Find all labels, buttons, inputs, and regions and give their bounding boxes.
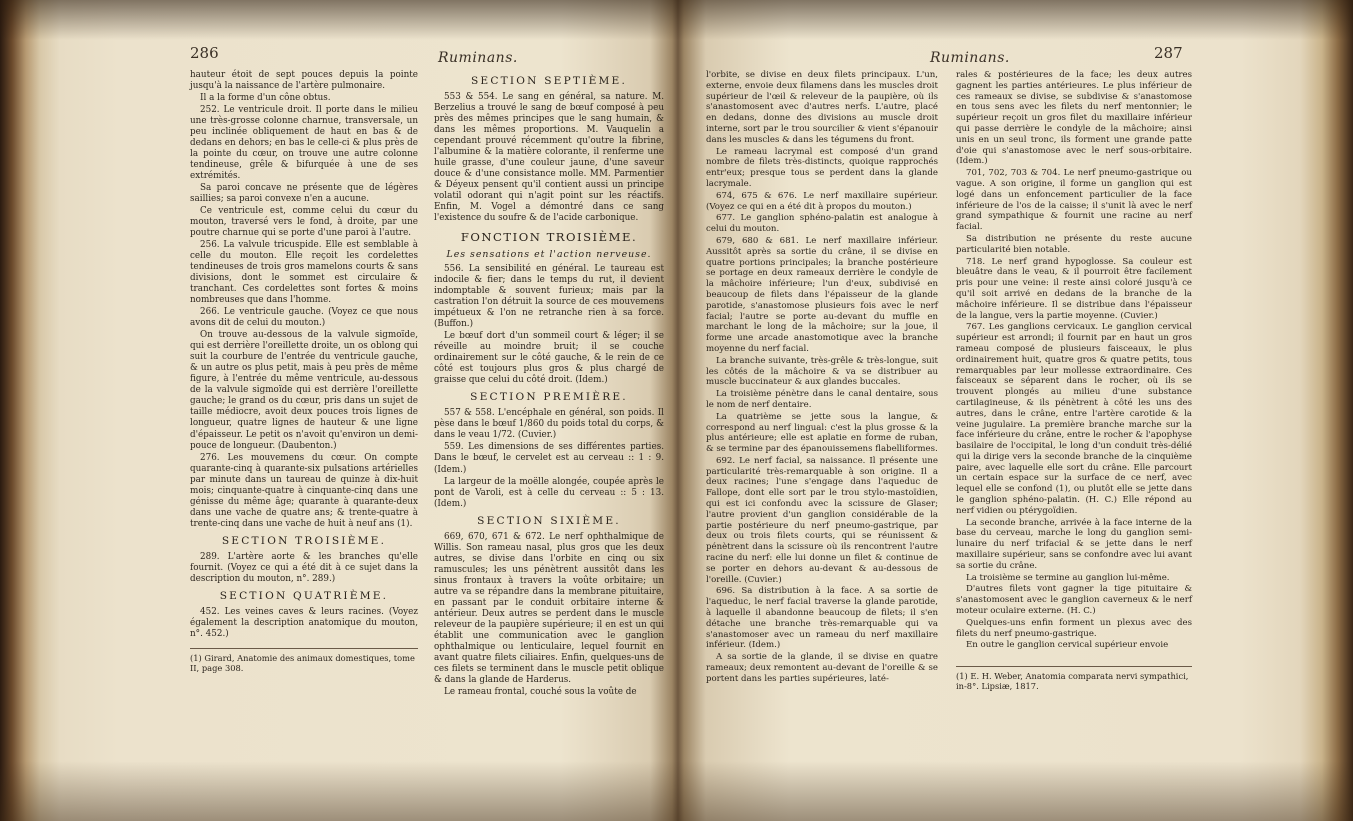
section-heading: FONCTION TROISIÈME.	[460, 230, 638, 245]
page-number: 287	[1154, 44, 1183, 62]
paragraph: 701, 702, 703 & 704. Le nerf pneumo-gastrique ou vague. A son origine, il forme un ganglion qui est logé dans un enfoncement particulier de la face inférieure de l'os de la caisse; il s'unit là avec le nerf grand sympathique & fournit une racine au nerf facial.	[956, 168, 1192, 233]
right-column-1	[706, 70, 938, 686]
paragraph: 553 & 554. Le sang en général, sa nature. M. Berzelius a trouvé le sang de bœuf composé à peu près des mêmes principes que le sang humain, & dans les mêmes proportions. M. Vauquelin a cependant prouvé récemment qu'outre la fibrine, l'albumine & la matière colorante, il renferme une huile grasse, d'une couleur jaune, d'une saveur douce & d'une consistance molle. MM. Parmentier & Déyeux pensent qu'il contient aussi un principe volatil odorant qui n'agit point sur les réactifs. Enfin, M. Vogel a démontré dans ce sang l'existence du soufre & de l'acide carbonique.	[434, 92, 664, 224]
running-title: Ruminans.	[438, 50, 518, 66]
section-heading: SECTION SEPTIÈME.	[470, 75, 628, 87]
paragraph: Quelques-uns enfin forment un plexus avec des filets du nerf pneumo-gastrique.	[956, 617, 1192, 639]
paragraph: 252. Le ventricule droit. Il porte dans le milieu une très-grosse colonne charnue, transversale, un peu inclinée obliquement de haut en bas & de dedans en dehors; en bas le celle-ci & plus près de la pointe du cœur, on trouve une autre colonne tendineuse, grêle & bifurquée à une de ses extrémités.	[190, 105, 418, 182]
paragraph: Sa paroi concave ne présente que de légères saillies; sa paroi convexe n'en a aucune.	[190, 183, 418, 205]
left-page	[190, 0, 666, 821]
paragraph: Le bœuf dort d'un sommeil court & léger; il se réveille au moindre bruit; il se couche ordinairement sur le côté gauche, & le rein de ce côté est toujours plus gros & plus chargé de graisse que celui du côté droit. (Idem.)	[434, 331, 664, 386]
paragraph: 679, 680 & 681. Le nerf maxillaire inférieur. Aussitôt après sa sortie du crâne, il se divise en quatre portions principales; la branche postérieure se portage en deux rameaux derrière le condyle de la mâchoire inférieure; l'un d'eux, subdivisé en beaucoup de filets dans l'épaisseur de la glande parotide, s'anastomose plusieurs fois avec le nerf facial; l'autre se porte au-devant du muffle en marchant le long de la mâchoire; sur la joue, il forme une arcade anastomotique avec la branche moyenne du nerf facial.	[706, 235, 938, 354]
paragraph: La branche suivante, très-grêle & très-longue, suit les côtés de la mâchoire & va se distribuer au muscle buccinateur & aux glandes buccales.	[706, 355, 938, 388]
right-column-2	[956, 70, 1192, 652]
paragraph: 266. Le ventricule gauche. (Voyez ce que nous avons dit de celui du mouton.)	[190, 307, 418, 329]
paragraph: 696. Sa distribution à la face. A sa sortie de l'aqueduc, le nerf facial traverse la glande parotide, à laquelle il abandonne beaucoup de filets; il s'en détache une branche très-remarquable qui va s'anastomoser avec un rameau du nerf maxillaire inférieur. (Idem.)	[706, 586, 938, 651]
paragraph: On trouve au-dessous de la valvule sigmoïde, qui est derrière l'oreillette droite, un os oblong qui suit la courbure de l'entrée du ventricule gauche, & un autre os plus petit, mais à peu près de même figure, à l'entrée du même ventricule, au-dessous de la valvule sigmoïde qui est derrière l'oreillette gauche; le grand os du cœur, pris dans un sujet de taille médiocre, avoit deux pouces trois lignes de longueur, quatre lignes de hauteur & une ligne d'épaisseur. Le petit os n'avoit qu'environ un demi-pouce de longueur. (Daubenton.)	[190, 330, 418, 451]
paragraph: La largeur de la moëlle alongée, coupée après le pont de Varoli, est à celle du cerveau :: 5 : 13. (Idem.)	[434, 476, 664, 509]
paragraph: 559. Les dimensions de ses différentes parties. Dans le bœuf, le cervelet est au cerveau :: 1 : 9. (Idem.)	[434, 442, 664, 475]
paragraph: D'autres filets vont gagner la tige pituitaire & s'anastomosent avec le ganglion caverneux & le nerf moteur oculaire externe. (H. C.)	[956, 584, 1192, 617]
section-heading: SECTION QUATRIÈME.	[219, 589, 389, 602]
paragraph: rales & postérieures de la face; les deux autres gagnent les parties antérieures. Le plus inférieur de ces rameaux se divise, se subdivise & s'anastomose en tous sens avec les filets du nerf mentonnier; le supérieur reçoit un gros filet du maxillaire inférieur qui passe derrière le condyle de la mâchoire; ainsi unis en un seul tronc, ils forment une grande patte d'oie qui s'anastomose avec le nerf sous-orbitaire. (Idem.)	[956, 70, 1192, 167]
section-heading: Les sensations et l'action nerveuse.	[446, 249, 652, 261]
section-heading: SECTION TROISIÈME.	[221, 534, 387, 547]
paragraph: 674, 675 & 676. Le nerf maxillaire supérieur. (Voyez ce qui en a été dit à propos du mouton.)	[706, 190, 938, 212]
paragraph: hauteur étoit de sept pouces depuis la pointe jusqu'à la naissance de l'artère pulmonaire.	[190, 70, 418, 92]
paragraph: 556. La sensibilité en général. Le taureau est indocile & fier; dans le temps du rut, il devient indomptable & souvent furieux; mais par la castration l'on détruit la source de ces mouvemens impétueux & l'on ne retranche rien à sa force. (Buffon.)	[434, 264, 664, 330]
paragraph: 767. Les ganglions cervicaux. Le ganglion cervical supérieur est arrondi; il fournit par en haut un gros rameau composé de plusieurs faisceaux, le plus ordinairement huit, quatre gros & quatre petits, tous remarquables par leur mollesse extraordinaire. Ces faisceaux se séparent dans le rocher, où ils se trouvent plongés au milieu d'une substance cartilagineuse, & ils pénètrent à côté les uns des autres, dans le crâne, entre l'artère carotide & la veine jugulaire. La première branche marche sur la face inférieure du crâne, entre le rocher & l'apophyse basilaire de l'occipital, le long d'un conduit très-délié qui la dirige vers la seconde branche de la cinquième paire, avec laquelle elle sort du crâne. Elle parcourt un certain espace sur la surface de ce nerf, avec lequel elle se confond (1), ou plutôt elle se jette dans le ganglion sphéno-palatin. (H. C.) Elle répond au nerf vidien ou ptérygoïdien.	[956, 322, 1192, 516]
left-column-2	[434, 70, 664, 699]
section-heading: SECTION PREMIÈRE.	[470, 391, 628, 404]
paragraph: 557 & 558. L'encéphale en général, son poids. Il pèse dans le bœuf 1/860 du poids total du corps, & dans le veau 1/72. (Cuvier.)	[434, 408, 664, 441]
footnote: (1) E. H. Weber, Anatomia comparata nervi sympathici, in-8°. Lipsiæ, 1817.	[956, 666, 1192, 691]
paragraph: 669, 670, 671 & 672. Le nerf ophthalmique de Willis. Son rameau nasal, plus gros que les deux autres, se divise dans l'orbite en cinq ou six ramuscules; les uns pénètrent aussitôt dans les sinus frontaux à travers la voûte orbitaire; un autre va se répandre dans la membrane pituitaire, en passant par le conduit orbitaire interne & antérieur. Deux autres se perdent dans le muscle releveur de la paupière supérieure; il en est un qui établit une communication avec le ganglion ophthalmique ou lenticulaire, lequel fournit en avant quatre filets ciliaires. Enfin, quelques-uns de ces filets se terminent dans le muscle petit oblique & dans la glande de Harderus.	[434, 531, 664, 685]
paragraph: Le rameau frontal, couché sous la voûte de	[444, 686, 637, 697]
paragraph: 289. L'artère aorte & les branches qu'elle fournit. (Voyez ce qui a été dit à ce sujet dans la description du mouton, n°. 289.)	[190, 551, 418, 584]
paragraph: 452. Les veines caves & leurs racines. (Voyez également la description anatomique du mouton, n°. 452.)	[190, 606, 418, 639]
paragraph: La quatrième se jette sous la langue, & correspond au nerf lingual: c'est la plus grosse & la plus antérieure; elle est aplatie en forme de ruban, & se termine par des épanouissemens flabelliformes.	[706, 411, 938, 455]
paragraph: 692. Le nerf facial, sa naissance. Il présente une particularité très-remarquable à son origine. Il a deux racines; l'une s'engage dans l'aqueduc de Fallope, dont elle sort par le trou stylo-mastoïdien, qui est ici confondu avec la scissure de Glaser; l'autre provient d'un ganglion considérable de la partie postérieure du nerf pneumo-gastrique, par deux ou trois filets courts, qui se réunissent & pénètrent dans la scissure où ils rencontrent l'autre racine du nerf: elle lui donne un filet & continue de se porter en dehors au-devant & au-dessous de l'oreille. (Cuvier.)	[706, 455, 938, 585]
paragraph: En outre le ganglion cervical supérieur envoie	[966, 640, 1169, 651]
paragraph: 256. La valvule tricuspide. Elle est semblable à celle du mouton. Elle reçoit les cordelettes tendineuses de trois gros mamelons courts & sans divisions, dont le sommet est circulaire & tranchant. Ces cordelettes sont fortes & moins nombreuses que dans l'homme.	[190, 240, 418, 306]
left-column-1	[190, 70, 418, 641]
paragraph: Le rameau lacrymal est composé d'un grand nombre de filets très-distincts, quoique rapprochés entr'eux; presque tous se perdent dans la glande lacrymale.	[706, 146, 938, 189]
paragraph: La troisième pénètre dans le canal dentaire, sous le nom de nerf dentaire.	[706, 389, 938, 410]
paragraph: 276. Les mouvemens du cœur. On compte quarante-cinq à quarante-six pulsations artérielles par minute dans un taureau de quinze à dix-huit mois; cinquante-quatre à cinquante-cinq dans une génisse du même âge; quarante à quarante-deux dans une vache de quatre ans; & trente-quatre à trente-cinq dans une vache de huit à neuf ans (1).	[190, 452, 418, 529]
running-title: Ruminans.	[930, 50, 1010, 66]
paragraph: l'orbite, se divise en deux filets principaux. L'un, externe, envoie deux filamens dans les muscles droit supérieur de l'œil & releveur de la paupière, où ils s'anastomosent avec d'autres nerfs. L'autre, placé en dedans, donne des divisions au muscle droit interne, sort par le trou sourcilier & vient s'épanouir dans les muscles & dans les tégumens du front.	[706, 70, 938, 145]
section-heading: SECTION SIXIÈME.	[477, 514, 621, 527]
paragraph: 718. Le nerf grand hypoglosse. Sa couleur est bleuâtre dans le veau, & il pourroit être facilement pris pour une veine: il reste ainsi coloré jusqu'à ce qu'il soit arrivé en dedans de la branche de la mâchoire inférieure. Il se distribue dans l'épaisseur de la langue, vers la partie moyenne. (Cuvier.)	[956, 256, 1192, 321]
paragraph: Sa distribution ne présente du reste aucune particularité bien notable.	[956, 233, 1192, 255]
paragraph: La troisième se termine au ganglion lui-même.	[966, 572, 1170, 583]
paragraph: Ce ventricule est, comme celui du cœur du mouton, traversé vers le fond, à droite, par une poutre charnue qui se porte d'une paroi à l'autre.	[190, 206, 418, 239]
right-page	[706, 0, 1206, 821]
paragraph: La seconde branche, arrivée à la face interne de la base du cerveau, marche le long du ganglion semi-lunaire du nerf trifacial & se jette dans le nerf maxillaire supérieur, sans se confondre avec lui avant sa sortie du crâne.	[956, 517, 1192, 571]
paragraph: Il a la forme d'un cône obtus.	[200, 93, 331, 104]
footnote: (1) Girard, Anatomie des animaux domestiques, tome II, page 308.	[190, 648, 418, 673]
page-number: 286	[190, 44, 219, 62]
paragraph: A sa sortie de la glande, il se divise en quatre rameaux; deux remontent au-devant de l'oreille & se portent dans les parties supérieures, laté-	[706, 652, 938, 684]
paragraph: 677. Le ganglion sphéno-palatin est analogue à celui du mouton.	[706, 213, 938, 235]
